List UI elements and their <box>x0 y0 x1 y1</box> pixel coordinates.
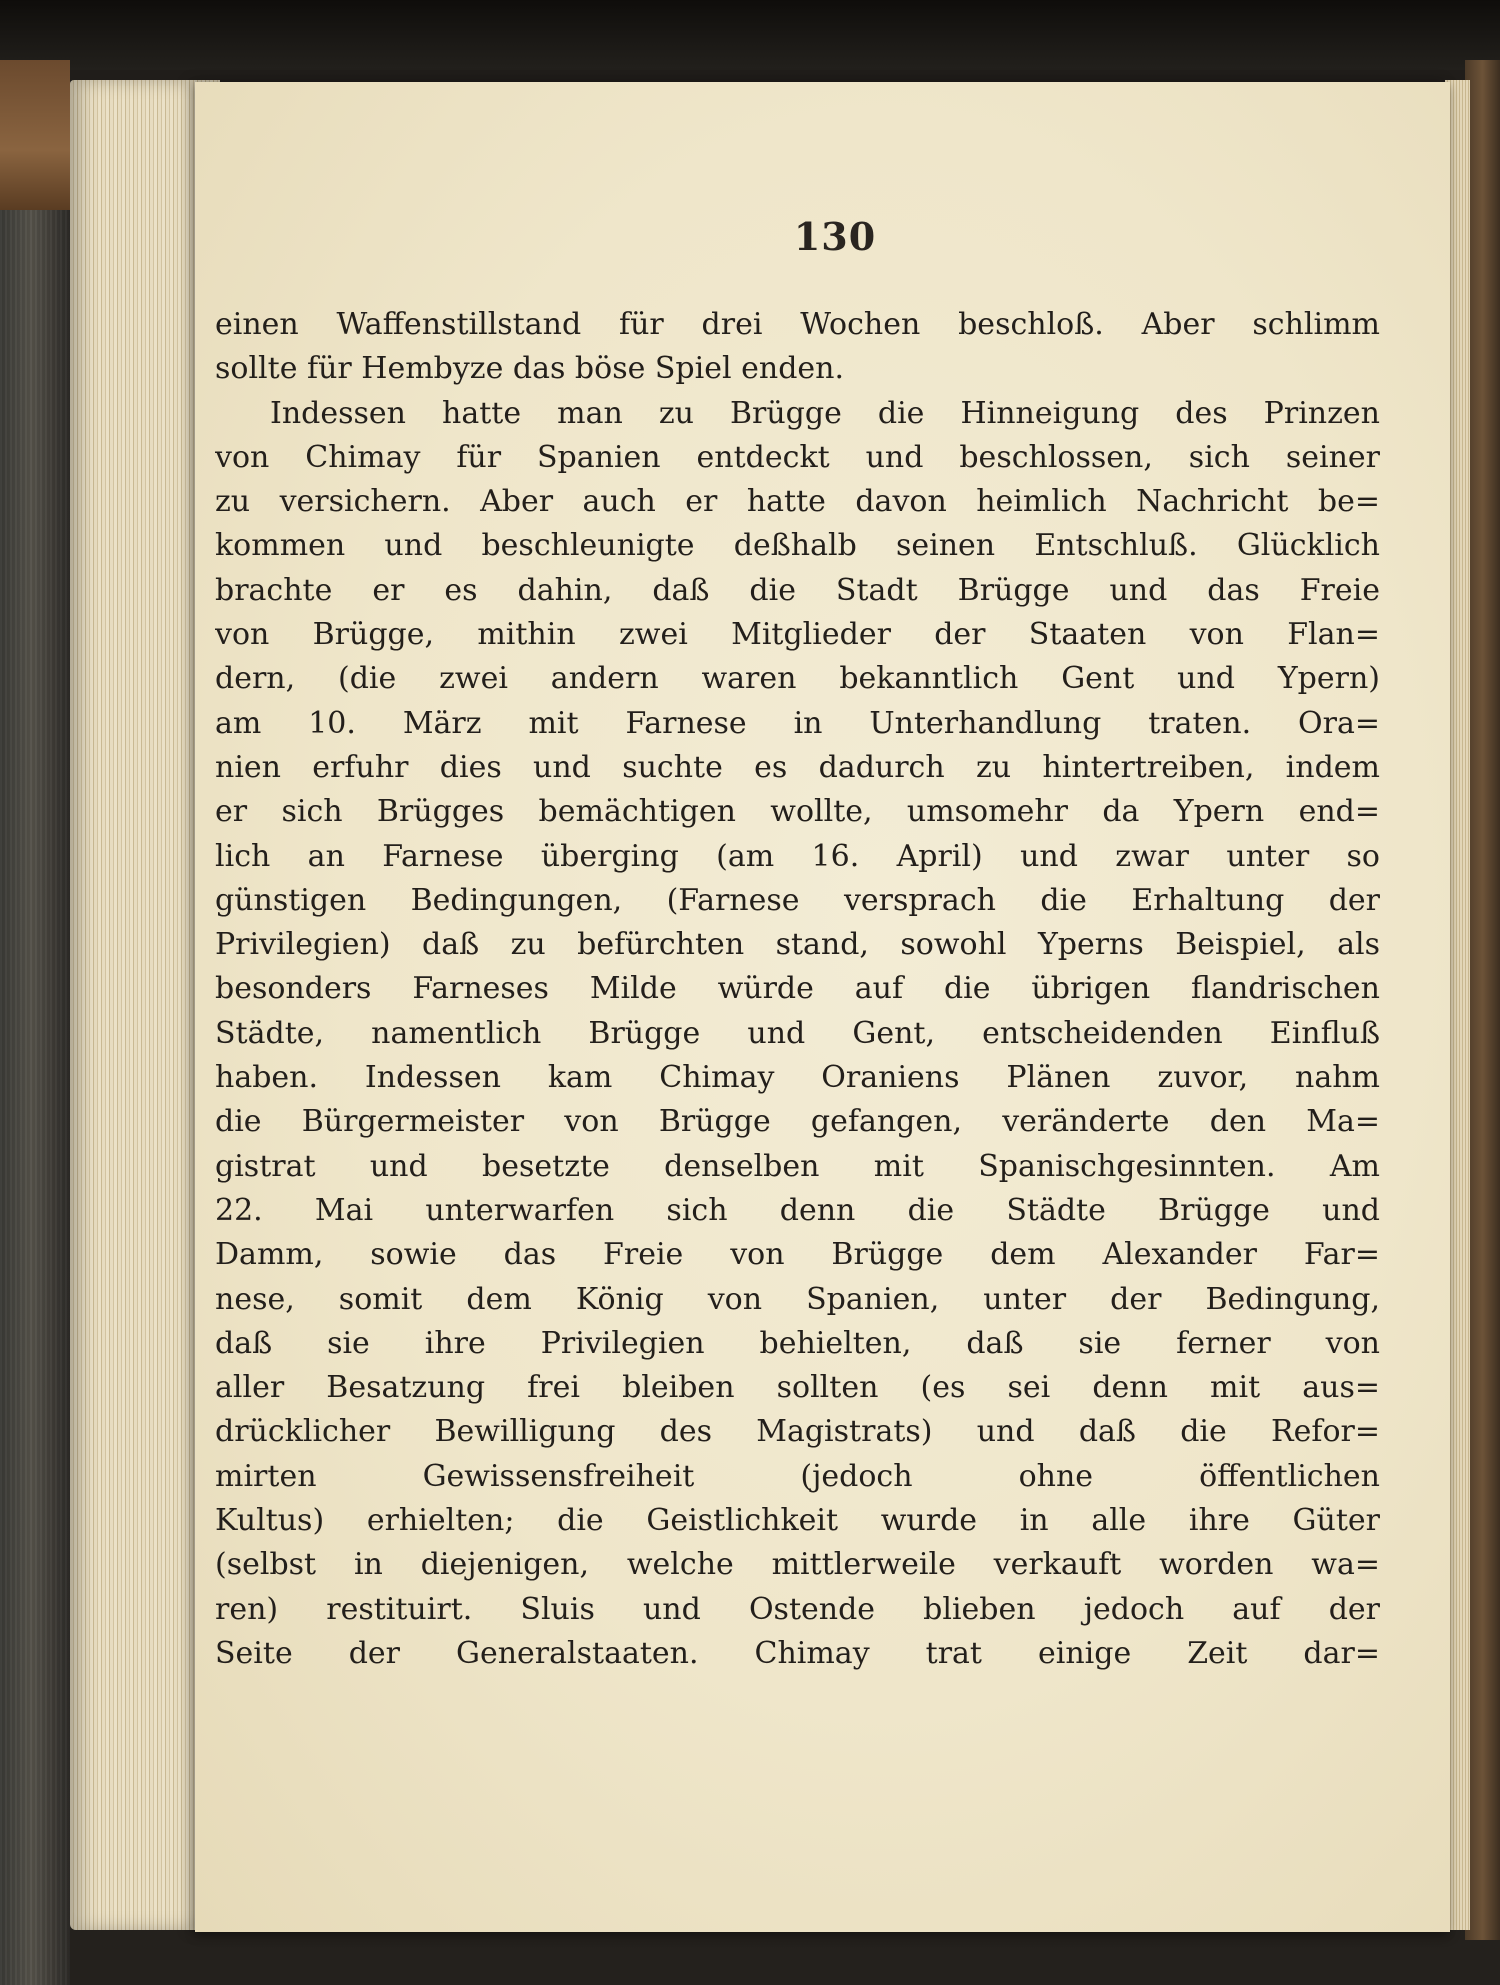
text-line: daß sie ihre Privilegien behielten, daß sie ferner von <box>215 1325 1380 1361</box>
text-line: besonders Farneses Milde würde auf die übrigen flandrischen <box>215 971 1380 1007</box>
text-line: kommen und beschleunigte deßhalb seinen Entschluß. Glücklich <box>215 528 1380 564</box>
text-line: Privilegien) daß zu befürchten stand, sowohl Yperns Beispiel, als <box>215 927 1380 963</box>
text-line: Städte, namentlich Brügge und Gent, entscheidenden Einfluß <box>215 1015 1380 1051</box>
text-line: aller Besatzung frei bleiben sollten (es sei denn mit aus= <box>215 1370 1380 1406</box>
table-background <box>0 0 1500 70</box>
text-line: von Brügge, mithin zwei Mitglieder der Staaten von Flan= <box>215 617 1380 653</box>
text-line: gistrat und besetzte denselben mit Spanischgesinnten. Am <box>215 1148 1380 1184</box>
book-cover-left <box>0 60 70 1985</box>
text-line: Indessen hatte man zu Brügge die Hinneigung des Prinzen <box>270 395 1380 431</box>
text-line: sollte für Hembyze das böse Spiel enden. <box>215 351 845 387</box>
text-line: die Bürgermeister von Brügge gefangen, veränderte den Ma= <box>215 1104 1380 1140</box>
text-line: nese, somit dem König von Spanien, unter der Bedingung, <box>215 1281 1380 1317</box>
page-number: 130 <box>793 214 877 259</box>
text-line: zu versichern. Aber auch er hatte davon heimlich Nachricht be= <box>215 484 1380 520</box>
book-cover-leather-corner <box>0 60 70 210</box>
text-line: von Chimay für Spanien entdeckt und beschlossen, sich seiner <box>215 439 1380 475</box>
text-line: (selbst in diejenigen, welche mittlerweile verkauft worden wa= <box>215 1547 1380 1583</box>
text-line: dern, (die zwei andern waren bekanntlich Gent und Ypern) <box>215 661 1380 697</box>
text-line: lich an Farnese überging (am 16. April) und zwar unter so <box>215 838 1380 874</box>
text-line: günstigen Bedingungen, (Farnese versprach die Erhaltung der <box>215 882 1380 918</box>
text-line: Kultus) erhielten; die Geistlichkeit wurde in alle ihre Güter <box>215 1503 1380 1539</box>
text-line: Seite der Generalstaaten. Chimay trat einige Zeit dar= <box>215 1635 1380 1671</box>
text-line: einen Waffenstillstand für drei Wochen beschloß. Aber schlimm <box>215 307 1380 342</box>
text-line: er sich Brügges bemächtigen wollte, umsomehr da Ypern end= <box>215 794 1380 830</box>
text-line: am 10. März mit Farnese in Unterhandlung traten. Ora= <box>215 705 1380 741</box>
text-line: ren) restituirt. Sluis und Ostende blieben jedoch auf der <box>215 1591 1380 1627</box>
text-line: drücklicher Bewilligung des Magistrats) und daß die Refor= <box>215 1414 1380 1450</box>
book-cover-right <box>1465 60 1500 1940</box>
text-line: mirten Gewissensfreiheit (jedoch ohne öffentlichen <box>215 1458 1380 1494</box>
text-line: 22. Mai unterwarfen sich denn die Städte Brügge und <box>215 1192 1380 1228</box>
text-line: Damm, sowie das Freie von Brügge dem Alexander Far= <box>215 1237 1380 1273</box>
text-line: nien erfuhr dies und suchte es dadurch zu hintertreiben, indem <box>215 749 1380 785</box>
text-line: brachte er es dahin, daß die Stadt Brügge und das Freie <box>215 572 1380 608</box>
page-text <box>215 303 1380 1676</box>
text-line: haben. Indessen kam Chimay Oraniens Plänen zuvor, nahm <box>215 1060 1380 1096</box>
